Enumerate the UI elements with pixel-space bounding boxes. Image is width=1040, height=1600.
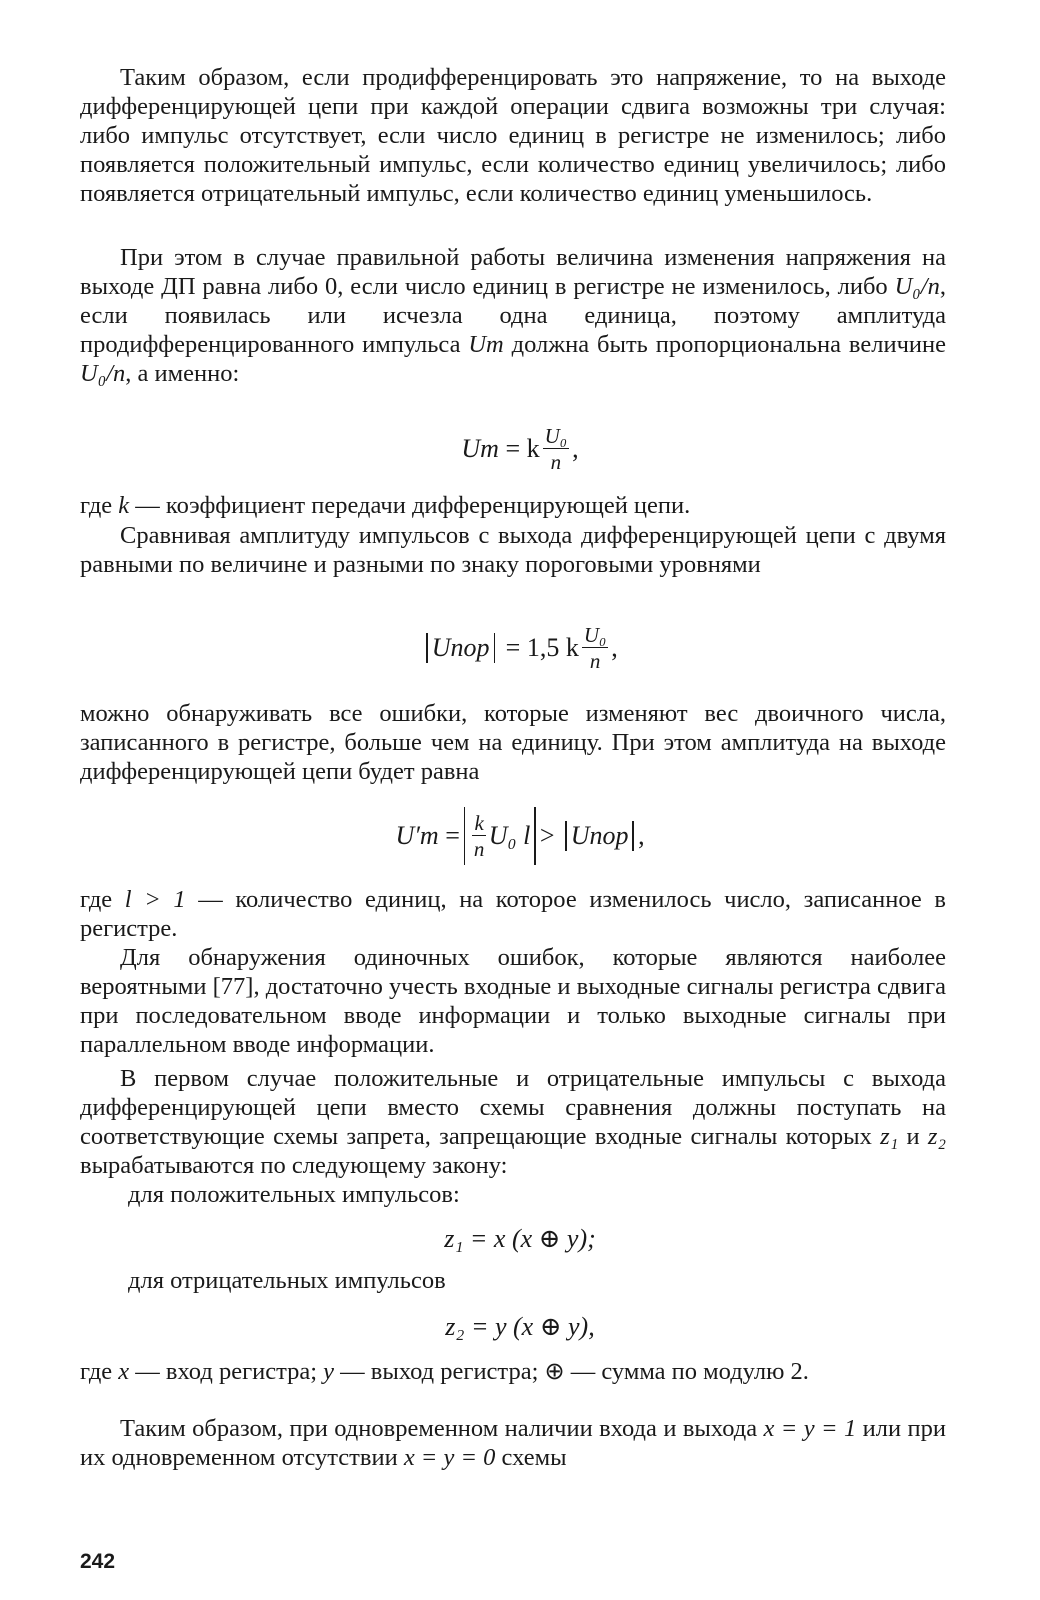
u0-over-n: U₀/n <box>894 272 940 300</box>
u0-over-n: U₀/n <box>80 359 126 387</box>
formula-threshold: Uпор = 1,5 k $\frac{\text{U₀}}{n}$ , <box>0 612 1040 684</box>
paragraph-8: В первом случае положительные и отрицательные импульсы с выхода дифференцирующей цепи вместо схемы сравнения должны поступать на соответствующие схемы запрета, запрещающие входные сигналы которых z₁ и z₂ вырабатываются по следующему закону: <box>80 1065 946 1179</box>
paragraph-4: Сравнивая амплитуду импульсов с выхода дифференцирующей цепи с двумя равными по величине и разными по знаку пороговыми уровнями <box>80 522 946 578</box>
page-number: 242 <box>80 1550 116 1573</box>
paragraph-12: Таким образом, при одновременном наличии входа и выхода x = y = 1 или при их одновременном отсутствии x = y = 0 схемы <box>80 1415 946 1471</box>
um-symbol: Um <box>468 330 504 358</box>
paragraph-2: При этом в случае правильной работы величина изменения напряжения на выходе ДП равна либо 0, если число единиц в регистре не изменилось, либо U₀/n, если появилась или исчезла одна единица, поэтому амплитуда продифференцированного импульса Um должна быть пропорциональна величине U₀/n, а именно: <box>80 244 946 387</box>
paragraph-11: где x — вход регистра; y — выход регистра; ⊕ — сумма по модулю 2. <box>80 1357 809 1385</box>
paragraph-6: где l > 1 — количество единиц, на которое изменилось число, записанное в регистре. <box>80 886 946 942</box>
oplus-icon: ⊕ <box>544 1357 565 1385</box>
formula-um: Um = k $\frac{\text{U₀}}{n}$ , <box>461 423 579 474</box>
paragraph-5: можно обнаруживать все ошибки, которые изменяют вес двоичного числа, записанного в регистре, больше чем на единицу. При этом амплитуда на выходе дифференцирующей цепи будет равна <box>80 700 946 785</box>
formula-z1: z₁ = x (x ⊕ y); <box>444 1224 596 1253</box>
paragraph-7: Для обнаружения одиночных ошибок, которые являются наиболее вероятными [77], достаточно учесть входные и выходные сигналы регистра сдвига при последовательном вводе информации и только выходные сигналы при параллельном вводе информации. <box>80 944 946 1058</box>
paragraph-10: для отрицательных импульсов <box>128 1267 446 1294</box>
formula-amplitude: U′m = $\frac{k}{n}$ U₀ l > Uпор , <box>0 800 1040 872</box>
paragraph-3: где k — коэффициент передачи дифференцирующей цепи. <box>80 492 691 519</box>
formula-z2: z₂ = y (x ⊕ y), <box>445 1312 595 1341</box>
paragraph-1: Таким образом, если продифференцировать это напряжение, то на выходе дифференцирующей цепи при каждой операции сдвига возможны три случая: либо импульс отсутствует, если число единиц в регистре не изменилось; либо появляется положительный импульс, если количество единиц увеличилось; либо появляется отрицательный импульс, если количество единиц уменьшилось. <box>80 64 946 207</box>
paragraph-9: для положительных импульсов: <box>128 1181 460 1208</box>
